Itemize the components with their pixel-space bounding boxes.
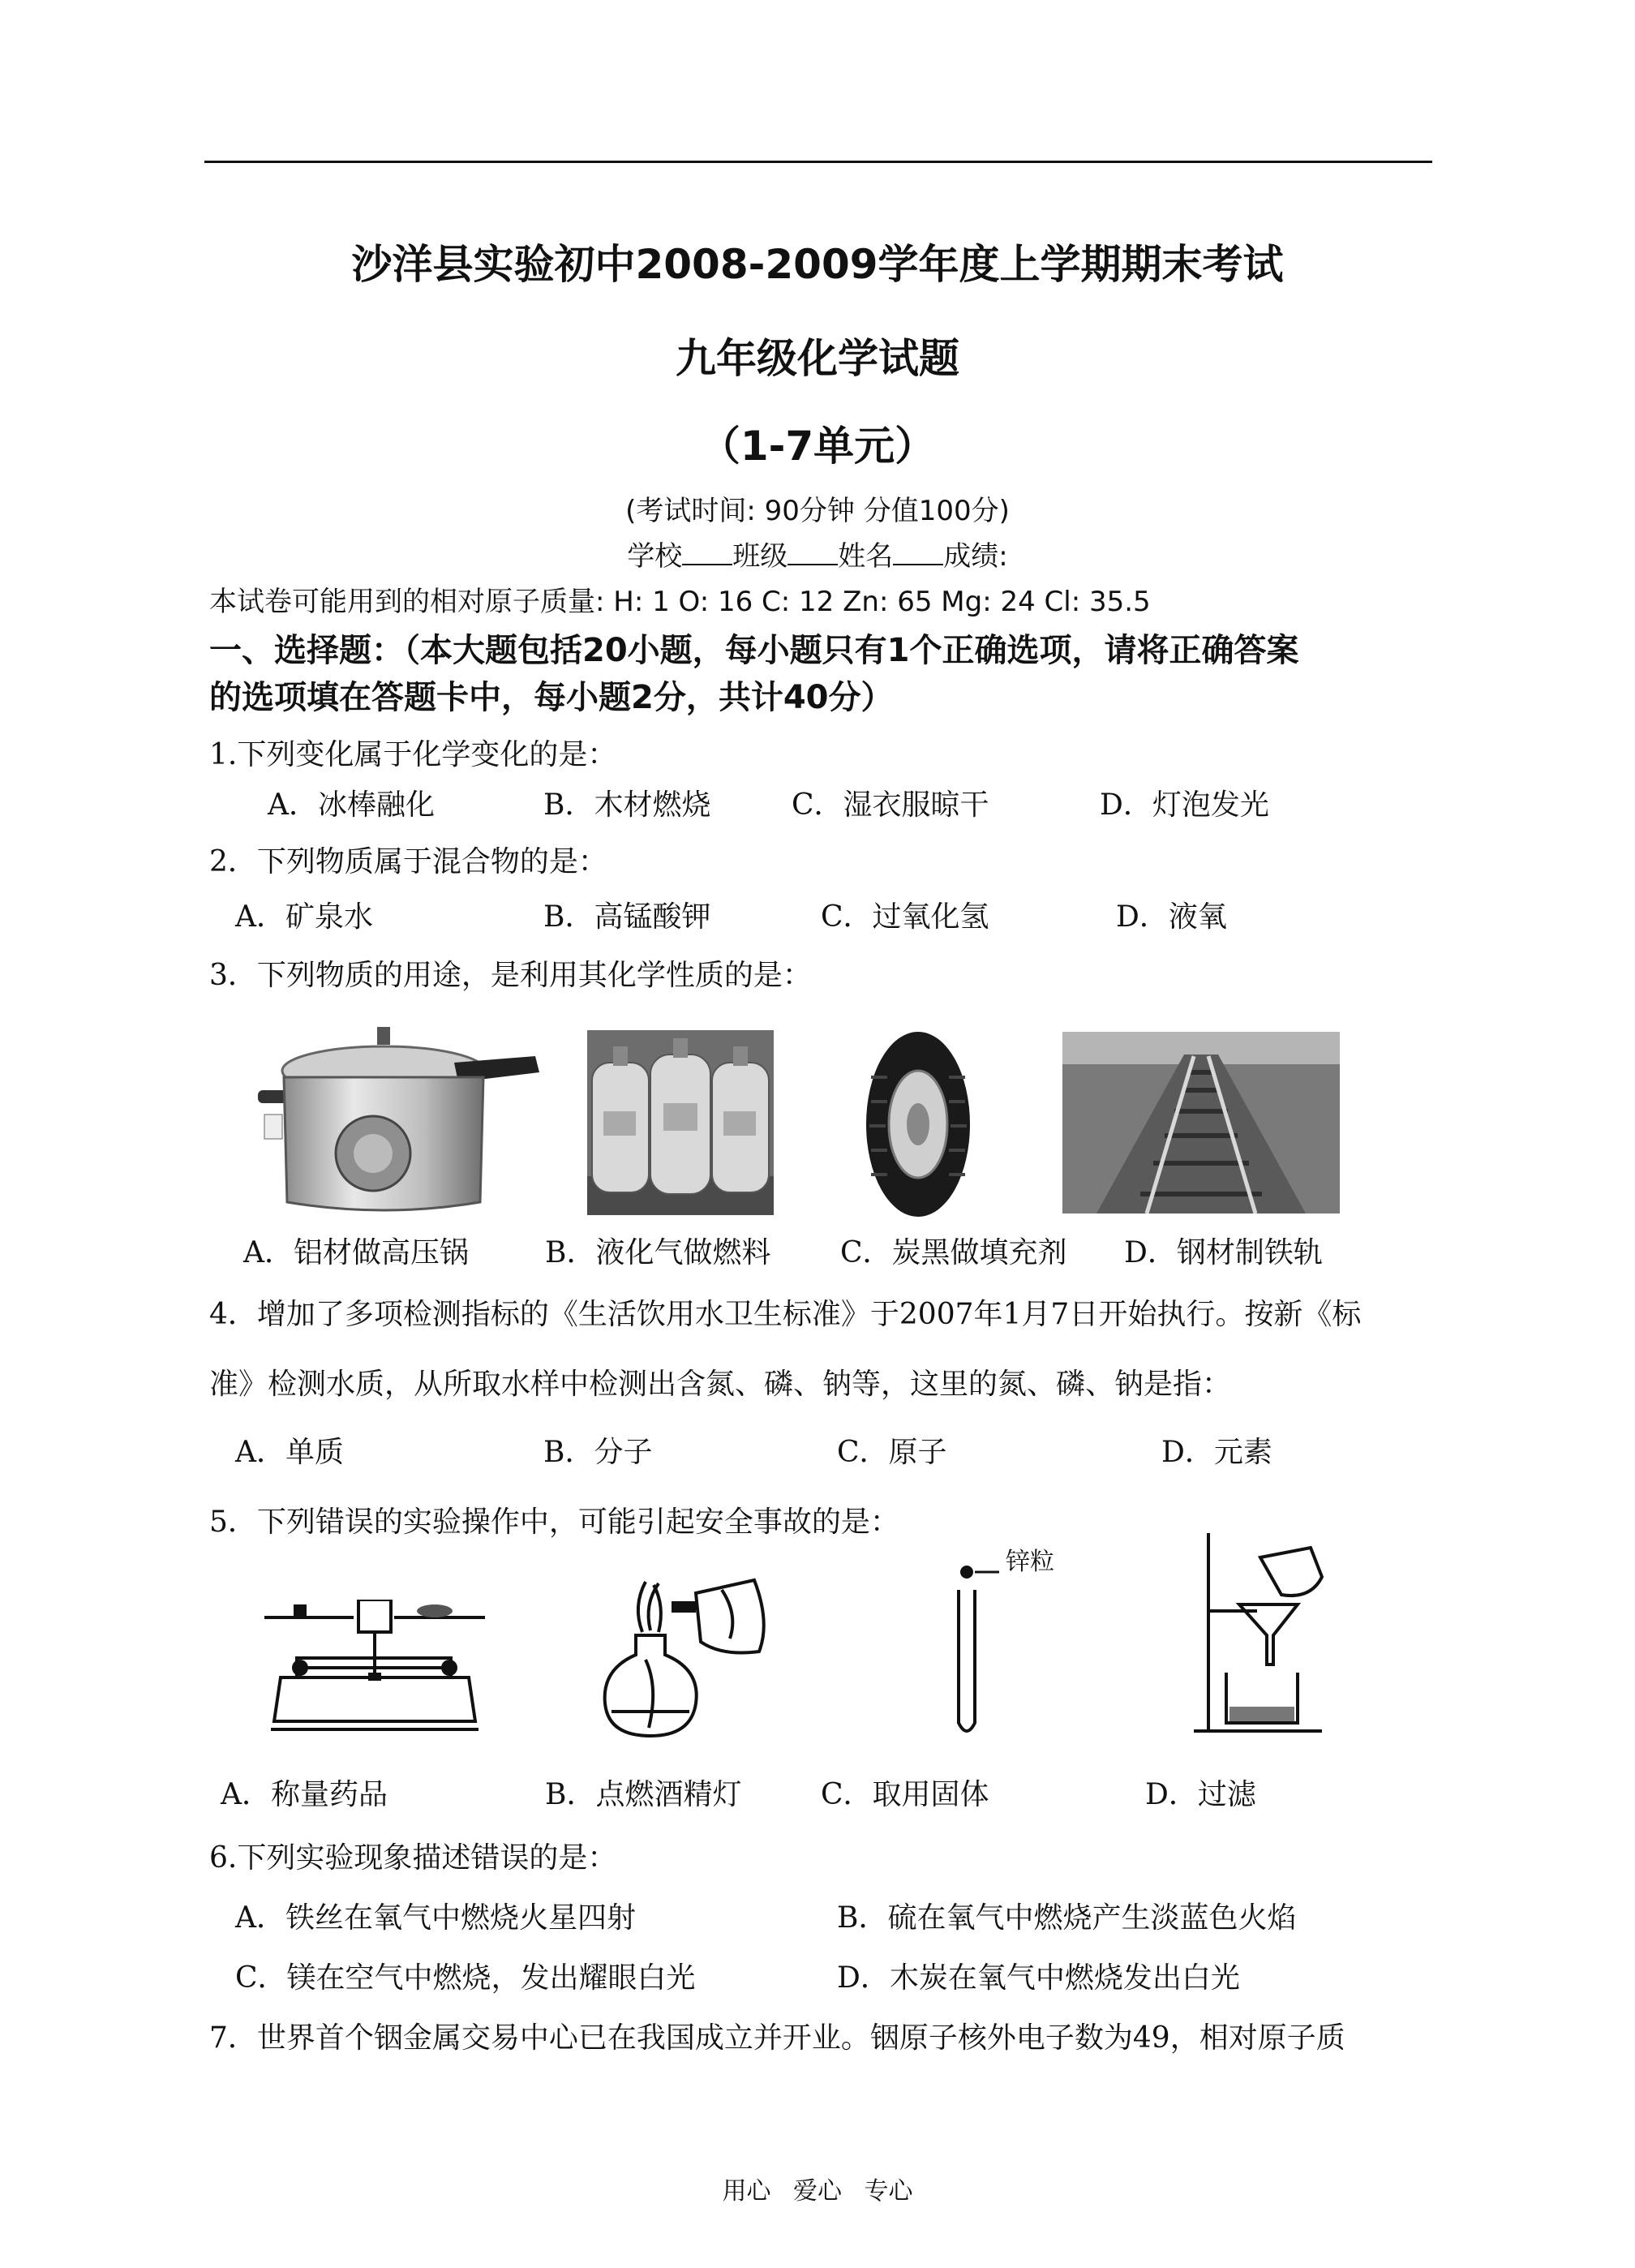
q1-stem: 1.下列变化属于化学变化的是：: [209, 738, 617, 771]
q1-option-c[interactable]: C．湿衣服晾干: [792, 788, 989, 822]
zinc-label: 锌粒: [1006, 1548, 1054, 1576]
balance-scale-image: [264, 1600, 485, 1738]
q5-option-b[interactable]: B．点燃酒精灯: [545, 1778, 742, 1811]
q5-stem: 5．下列错误的实验操作中，可能引起安全事故的是：: [209, 1506, 899, 1539]
zinc-granule-icon: [960, 1566, 973, 1579]
q4-option-a[interactable]: A．单质: [235, 1436, 344, 1469]
q1-option-a[interactable]: A．冰棒融化: [268, 788, 435, 822]
school-label: 学校: [627, 540, 683, 573]
gas-cylinders-image: [587, 1030, 774, 1215]
q2-option-a[interactable]: A．矿泉水: [235, 900, 373, 934]
q3-option-a[interactable]: A．铝材做高压锅: [243, 1236, 469, 1269]
q2-option-b[interactable]: B．高锰酸钾: [543, 900, 711, 934]
page-footer: 用心 爱心 专心: [722, 2177, 913, 2206]
class-blank[interactable]: [787, 563, 838, 565]
alcohol-lamp-image: [600, 1574, 770, 1741]
q4-option-b[interactable]: B．分子: [543, 1436, 653, 1469]
filtration-setup-image: [1192, 1528, 1330, 1741]
school-blank[interactable]: [682, 563, 732, 565]
header-rule: [204, 161, 1432, 163]
tire-image: [863, 1029, 973, 1220]
exam-info: (考试时间: 90分钟 分值100分): [625, 495, 1010, 527]
score-label: 成绩:: [943, 540, 1008, 573]
q2-option-c[interactable]: C．过氧化氢: [821, 900, 989, 934]
q3-option-b[interactable]: B．液化气做燃料: [545, 1236, 771, 1269]
exam-title: 沙洋县实验初中2008-2009学年度上学期期末考试: [351, 241, 1284, 288]
q4-option-d[interactable]: D．元素: [1161, 1436, 1272, 1469]
pressure-cooker-image: [243, 1024, 543, 1218]
q4-stem-line1: 4．增加了多项检测指标的《生活饮用水卫生标准》于2007年1月7日开始执行。按新《标: [209, 1298, 1362, 1331]
q6-option-c[interactable]: C．镁在空气中燃烧，发出耀眼白光: [235, 1961, 696, 1995]
q5-option-c[interactable]: C．取用固体: [821, 1778, 989, 1811]
exam-subtitle: 九年级化学试题: [676, 335, 959, 382]
section1-line1: 一、选择题：（本大题包括20小题，每小题只有1个正确选项，请将正确答案: [209, 632, 1299, 669]
section1-line2: 的选项填在答题卡中，每小题2分，共计40分）: [209, 679, 894, 716]
q1-option-d[interactable]: D．灯泡发光: [1100, 788, 1269, 822]
units-range: （1-7单元）: [699, 423, 936, 470]
q5-option-d[interactable]: D．过滤: [1145, 1778, 1256, 1811]
q4-stem-line2: 准》检测水质，从所取水样中检测出含氮、磷、钠等，这里的氮、磷、钠是指：: [209, 1368, 1232, 1401]
q3-stem: 3．下列物质的用途，是利用其化学性质的是：: [209, 959, 812, 992]
q5-option-a[interactable]: A．称量药品: [221, 1778, 388, 1811]
q7-stem: 7．世界首个铟金属交易中心已在我国成立并开业。铟原子核外电子数为49，相对原子质: [209, 2021, 1345, 2055]
atomic-masses: 本试卷可能用到的相对原子质量: H: 1 O: 16 C: 12 Zn: 65 Mg: 24 Cl: 35.5: [209, 586, 1151, 618]
q2-option-d[interactable]: D．液氧: [1116, 900, 1227, 934]
q4-option-c[interactable]: C．原子: [837, 1436, 947, 1469]
q6-option-b[interactable]: B．硫在氧气中燃烧产生淡蓝色火焰: [837, 1901, 1297, 1935]
q3-option-c[interactable]: C．炭黑做填充剂: [840, 1236, 1067, 1269]
q6-option-d[interactable]: D．木炭在氧气中燃烧发出白光: [837, 1961, 1240, 1995]
name-label: 姓名: [838, 540, 894, 573]
q1-option-b[interactable]: B．木材燃烧: [543, 788, 711, 822]
q6-option-a[interactable]: A．铁丝在氧气中燃烧火星四射: [235, 1901, 636, 1935]
student-fields: [0, 534, 1635, 573]
q3-option-d[interactable]: D．钢材制铁轨: [1124, 1236, 1323, 1269]
class-label: 班级: [732, 540, 788, 573]
test-tube-image: [949, 1549, 1095, 1741]
q6-stem: 6.下列实验现象描述错误的是：: [209, 1841, 617, 1875]
q2-stem: 2．下列物质属于混合物的是：: [209, 845, 607, 878]
railway-image: [1062, 1032, 1340, 1213]
name-blank[interactable]: [893, 563, 943, 565]
